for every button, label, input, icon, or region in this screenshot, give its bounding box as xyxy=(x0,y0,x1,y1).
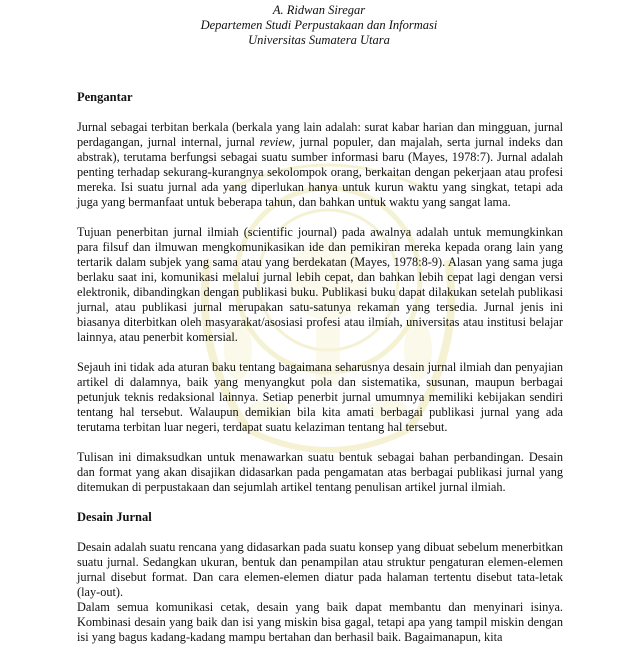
university-name: Universitas Sumatera Utara xyxy=(248,33,390,47)
department-name: Departemen Studi Perpustakaan dan Informasi xyxy=(200,18,438,32)
author-name: A. Ridwan Siregar xyxy=(272,3,366,17)
paragraph: Desain adalah suatu rencana yang didasarkan pada suatu konsep yang dibuat sebelum menerbitkan suatu jurnal. Sedangkan ukuran, bentuk dan penampilan atau struktur pengaturan elemen-elemen jurnal disebut format. Dan cara elemen-elemen diatur pada halaman tertentu disebut tata-letak (lay-out). xyxy=(77,540,563,599)
document-header xyxy=(0,3,638,48)
paragraph: Dalam semua komunikasi cetak, desain yang baik dapat membantu dan menyinari isinya. Kombinasi desain yang baik dan isi yang miskin bisa gagal, tetapi apa yang tampil miskin dengan isi yang bagus kadang-kadang mampu bertahan dan berhasil baik. Bagaimanapun, kita xyxy=(77,600,563,644)
paragraph: Tulisan ini dimaksudkan untuk menawarkan suatu bentuk sebagai bahan perbandingan. Desain dan format yang akan disajikan didasarkan pada pengamatan atas berbagai publikasi jurnal yang ditemukan di perpustakaan dan sejumlah artikel tentang penulisan artikel jurnal ilmiah. xyxy=(77,450,563,494)
paragraph: Sejauh ini tidak ada aturan baku tentang bagaimana seharusnya desain jurnal ilmiah dan penyajian artikel di dalamnya, baik yang menyangkut pola dan sistematika, susunan, maupun berbagai petunjuk teknis redaksional lainnya. Setiap penerbit jurnal umumnya memiliki kebijakan sendiri tentang hal tersebut. Walaupun demikian bila kita amati berbagai publikasi jurnal yang ada terutama terbitan luar negeri, terdapat suatu kelaziman tentang hal tersebut. xyxy=(77,360,563,434)
paragraph: Jurnal sebagai terbitan berkala (berkala yang lain adalah: surat kabar harian dan mingguan, jurnal perdagangan, jurnal internal, jurnal review, jurnal populer, dan majalah, serta jurnal indeks dan abstrak), terutama berfungsi sebagai suatu sumber informasi baru (Mayes, 1978:7). Jurnal adalah penting terhadap sekurang-kurangnya sekolompok orang, berkaitan dengan pekerjaan atau profesi mereka. Isi suatu jurnal ada yang diperlukan hanya untuk kurun waktu yang singkat, tetapi ada juga yang bermanfaat untuk beberapa tahun, dan bahkan untuk waktu yang sangat lama. xyxy=(77,120,563,209)
section-heading-pengantar: Pengantar xyxy=(77,90,133,104)
paragraph: Tujuan penerbitan jurnal ilmiah (scientific journal) pada awalnya adalah untuk memungkinkan para filsuf dan ilmuwan mengkomunikasikan ide dan pemikiran mereka kepada orang lain yang tertarik dalam subjek yang sama atau yang berdekatan (Mayes, 1978:8-9). Alasan yang sama juga berlaku saat ini, komunikasi melalui jurnal lebih cepat, dan bahkan lebih cepat lagi dengan versi elektronik, dibandingkan dengan publikasi buku. Publikasi buku dapat dilakukan setelah publikasi jurnal, atau publikasi jurnal merupakan satu-satunya rekaman yang tersedia. Jurnal jenis ini biasanya diterbitkan oleh masyarakat/asosiasi profesi atau ilmiah, universitas atau institusi belajar lainnya, atau penerbit komersial. xyxy=(77,225,563,344)
document-body xyxy=(77,90,563,645)
section-heading-desain-jurnal: Desain Jurnal xyxy=(77,510,152,524)
